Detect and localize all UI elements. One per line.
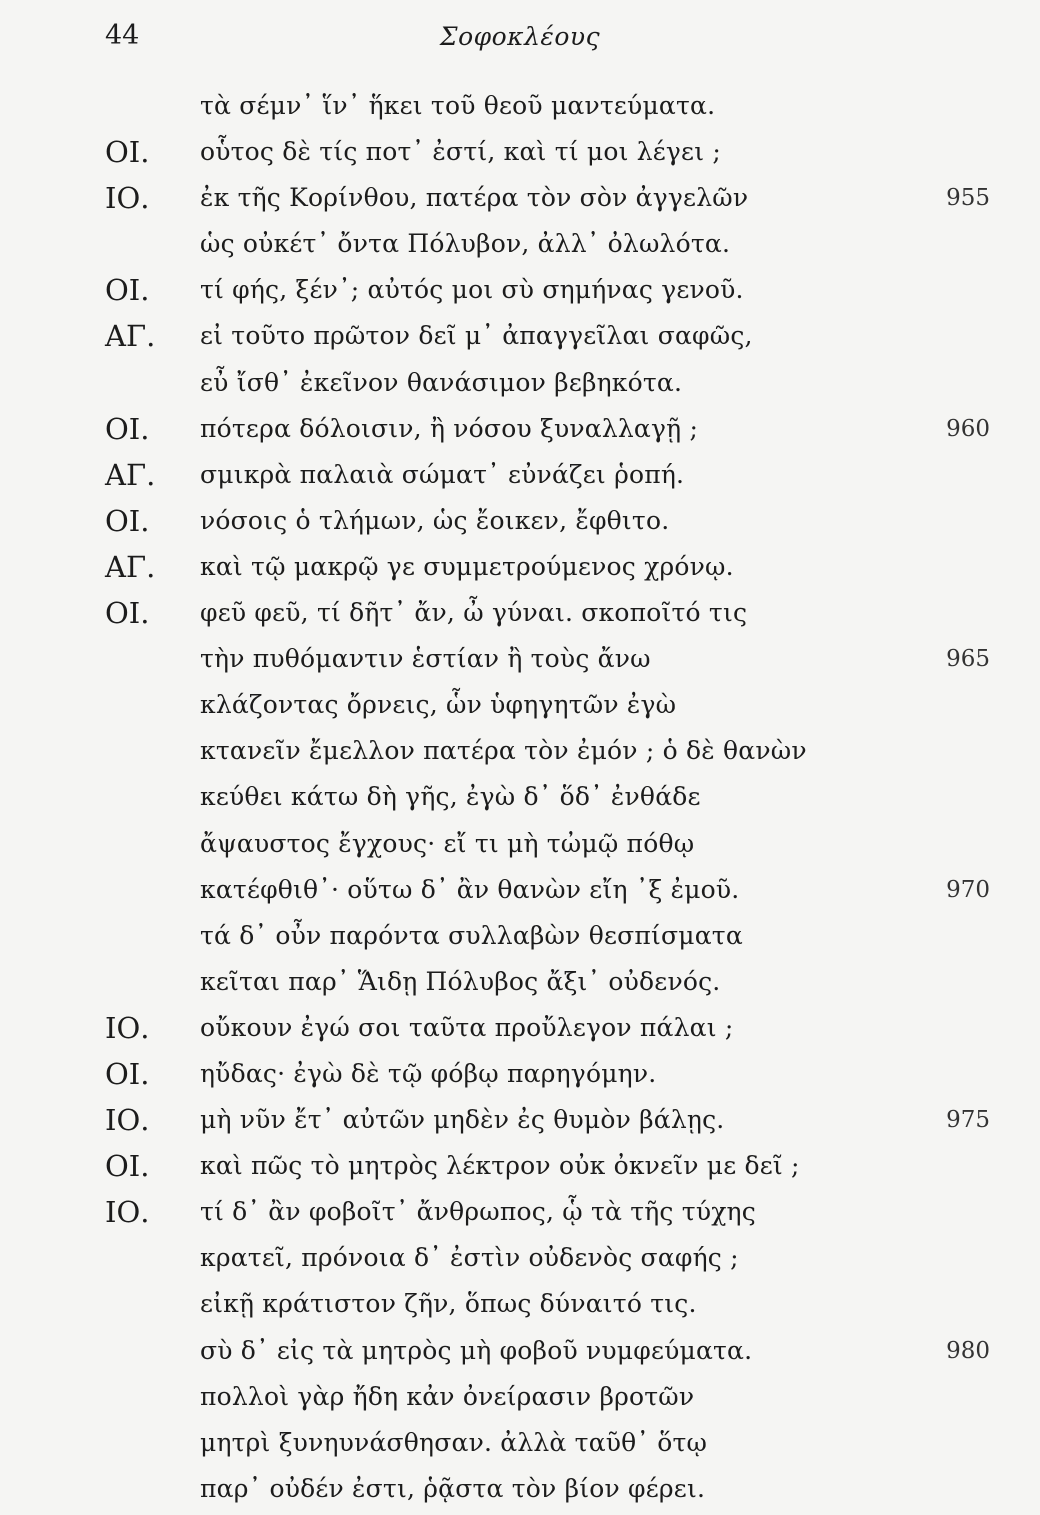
verse-line <box>0 1192 1040 1238</box>
verse-text: μὴ νῦν ἔτ᾽ αὐτῶν μηδὲν ἐς θυμὸν βάλῃς. <box>200 1105 725 1135</box>
verse-line <box>0 731 1040 777</box>
speaker-label: ΟΙ. <box>105 1056 150 1091</box>
verse-line <box>0 270 1040 316</box>
verse-line <box>0 409 1040 455</box>
verse-line <box>0 870 1040 916</box>
verse-line <box>0 547 1040 593</box>
verse-text: μητρὶ ξυνηυνάσθησαν. ἀλλὰ ταῦθ᾽ ὅτῳ <box>200 1427 708 1457</box>
verse-text: πολλοὶ γὰρ ἤδη κἀν ὀνείρασιν βροτῶν <box>200 1381 695 1411</box>
line-number: 960 <box>946 415 990 442</box>
verse-text: πότερα δόλοισιν, ἢ νόσου ξυναλλαγῇ ; <box>200 413 699 443</box>
verse-line <box>0 501 1040 547</box>
verse-line <box>0 1377 1040 1423</box>
verse-line <box>0 916 1040 962</box>
page-number: 44 <box>105 20 140 51</box>
verse-line <box>0 1146 1040 1192</box>
line-number: 970 <box>946 876 990 903</box>
speaker-label: ΙΟ. <box>105 181 150 216</box>
speaker-label: ΙΟ. <box>105 1195 150 1230</box>
line-number: 980 <box>946 1337 990 1364</box>
verse-text: τί δ᾽ ἂν φοβοῖτ᾽ ἄνθρωπος, ᾧ τὰ τῆς τύχης <box>200 1197 756 1227</box>
speaker-label: ΑΓ. <box>105 319 156 354</box>
verse-block <box>0 86 1040 1515</box>
speaker-label: ΟΙ. <box>105 273 150 308</box>
verse-line <box>0 1331 1040 1377</box>
verse-text: τὰ σέμν᾽ ἵν᾽ ἥκει τοῦ θεοῦ μαντεύματα. <box>200 91 716 120</box>
line-number: 965 <box>946 646 990 673</box>
verse-line <box>0 224 1040 270</box>
verse-text: οὗτος δὲ τίς ποτ᾽ ἐστί, καὶ τί μοι λέγει ; <box>200 137 721 167</box>
verse-text: παρ᾽ οὐδέν ἐστι, ῥᾷστα τὸν βίον φέρει. <box>200 1473 706 1503</box>
verse-line <box>0 639 1040 685</box>
verse-text: εἰ τοῦτο πρῶτον δεῖ μ᾽ ἀπαγγεῖλαι σαφῶς, <box>200 321 753 351</box>
verse-line <box>0 824 1040 870</box>
verse-text: ηὔδας· ἐγὼ δὲ τῷ φόβῳ παρηγόμην. <box>200 1058 657 1088</box>
verse-line <box>0 455 1040 501</box>
verse-text: οὔκουν ἐγώ σοι ταῦτα προὔλεγον πάλαι ; <box>200 1012 734 1042</box>
verse-line <box>0 777 1040 823</box>
speaker-label: ΟΙ. <box>105 411 150 446</box>
verse-line <box>0 86 1040 132</box>
verse-text: φεῦ φεῦ, τί δῆτ᾽ ἄν, ὦ γύναι. σκοποῖτό τις <box>200 598 748 628</box>
verse-text: καὶ τῷ μακρῷ γε συμμετρούμενος χρόνῳ. <box>200 551 734 581</box>
verse-line <box>0 1100 1040 1146</box>
verse-text: κατέφθιθ᾽· οὕτω δ᾽ ἂν θανὼν εἴη ᾽ξ ἐμοῦ. <box>200 874 740 904</box>
speaker-label: ΟΙ. <box>105 503 150 538</box>
verse-line <box>0 1008 1040 1054</box>
verse-text: ὡς οὐκέτ᾽ ὄντα Πόλυβον, ἀλλ᾽ ὀλωλότα. <box>200 229 731 259</box>
speaker-label: ΙΟ. <box>105 1010 150 1045</box>
verse-line <box>0 132 1040 178</box>
verse-line <box>0 1238 1040 1284</box>
speaker-label: ΟΙ. <box>105 596 150 631</box>
verse-text: νόσοις ὁ τλήμων, ὡς ἔοικεν, ἔφθιτο. <box>200 505 670 535</box>
verse-line <box>0 363 1040 409</box>
verse-line <box>0 1423 1040 1469</box>
verse-text: ἐκ τῆς Κορίνθου, πατέρα τὸν σὸν ἀγγελῶν <box>200 183 749 213</box>
verse-text: ἄψαυστος ἔγχους· εἴ τι μὴ τὠμῷ πόθῳ <box>200 828 695 858</box>
verse-text: τί φής, ξέν᾽; αὐτός μοι σὺ σημήνας γενοῦ. <box>200 275 744 305</box>
verse-text: τά δ᾽ οὖν παρόντα συλλαβὼν θεσπίσματα <box>200 920 743 950</box>
line-number: 955 <box>946 185 990 212</box>
verse-line <box>0 316 1040 362</box>
running-title: Σοφοκλέους <box>439 22 601 51</box>
verse-text: τὴν πυθόμαντιν ἑστίαν ἢ τοὺς ἄνω <box>200 644 651 674</box>
speaker-label: ΟΙ. <box>105 1149 150 1184</box>
verse-line <box>0 593 1040 639</box>
verse-text: εὖ ἴσθ᾽ ἐκεῖνον θανάσιμον βεβηκότα. <box>200 367 683 397</box>
verse-text: κτανεῖν ἔμελλον πατέρα τὸν ἐμόν ; ὁ δὲ θανὼν <box>200 736 807 766</box>
verse-text: εἰκῇ κράτιστον ζῆν, ὅπως δύναιτό τις. <box>200 1289 697 1319</box>
verse-line <box>0 962 1040 1008</box>
verse-text: σμικρὰ παλαιὰ σώματ᾽ εὐνάζει ῥοπή. <box>200 459 685 489</box>
verse-text: καὶ πῶς τὸ μητρὸς λέκτρον οὐκ ὀκνεῖν με δεῖ ; <box>200 1151 800 1181</box>
verse-line <box>0 178 1040 224</box>
speaker-label: ΑΓ. <box>105 549 156 584</box>
line-number: 975 <box>946 1107 990 1134</box>
speaker-label: ΑΓ. <box>105 457 156 492</box>
verse-text: κλάζοντας ὄρνεις, ὧν ὑφηγητῶν ἐγὼ <box>200 690 677 720</box>
verse-line <box>0 1469 1040 1515</box>
speaker-label: ΙΟ. <box>105 1103 150 1138</box>
verse-line <box>0 685 1040 731</box>
speaker-label: ΟΙ. <box>105 135 150 170</box>
verse-text: σὺ δ᾽ εἰς τὰ μητρὸς μὴ φοβοῦ νυμφεύματα. <box>200 1335 753 1365</box>
verse-text: κεῖται παρ᾽ Ἅιδῃ Πόλυβος ἄξι᾽ οὐδενός. <box>200 966 721 996</box>
verse-text: κεύθει κάτω δὴ γῆς, ἐγὼ δ᾽ ὅδ᾽ ἐνθάδε <box>200 782 701 812</box>
page-header <box>0 14 1040 54</box>
verse-line <box>0 1054 1040 1100</box>
verse-line <box>0 1284 1040 1330</box>
verse-text: κρατεῖ, πρόνοια δ᾽ ἐστὶν οὐδενὸς σαφής ; <box>200 1243 739 1273</box>
